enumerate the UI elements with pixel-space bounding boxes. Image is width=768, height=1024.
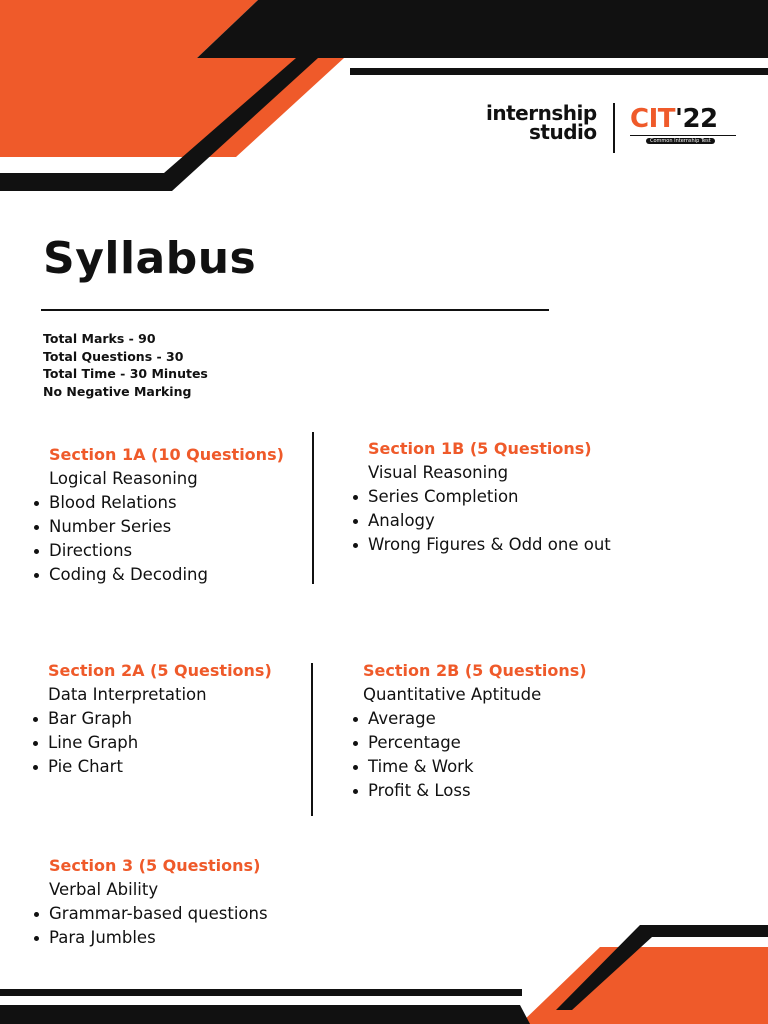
topic-list xyxy=(368,707,587,803)
section-heading: Section 1B (5 Questions) xyxy=(368,439,592,458)
topic-list xyxy=(368,485,611,557)
topic-item: Series Completion xyxy=(368,485,611,509)
section-subtitle: Data Interpretation xyxy=(48,685,207,704)
logo-brand-line1: internship xyxy=(486,101,597,125)
bottom-orange-shape xyxy=(520,947,768,1024)
section-heading: Section 2A (5 Questions) xyxy=(48,661,272,680)
bottom-thin-line xyxy=(0,989,522,996)
section-2b xyxy=(363,659,587,803)
meta-total-questions: Total Questions - 30 xyxy=(43,348,184,364)
topic-list xyxy=(48,707,272,779)
section-divider xyxy=(311,663,313,816)
page-title: Syllabus xyxy=(43,233,257,284)
logo-brand-line2: studio xyxy=(529,120,597,144)
topic-item: Bar Graph xyxy=(48,707,272,731)
title-divider xyxy=(41,309,549,311)
topic-item: Directions xyxy=(49,539,284,563)
meta-total-marks: Total Marks - 90 xyxy=(43,331,156,346)
section-divider xyxy=(312,432,314,584)
topic-item: Para Jumbles xyxy=(49,926,268,950)
topic-item: Profit & Loss xyxy=(368,779,587,803)
cit-logo-year: '22 xyxy=(675,104,718,134)
topic-item: Time & Work xyxy=(368,755,587,779)
cit-tagline-bar xyxy=(630,135,736,146)
section-2a xyxy=(48,659,272,779)
section-3 xyxy=(49,854,268,950)
section-subtitle: Verbal Ability xyxy=(49,880,159,899)
section-heading: Section 1A (10 Questions) xyxy=(49,445,284,464)
topic-item: Blood Relations xyxy=(49,491,284,515)
bottom-black-bar xyxy=(0,1005,530,1024)
topic-list xyxy=(49,902,268,950)
logo-divider xyxy=(613,103,615,153)
topic-item: Grammar-based questions xyxy=(49,902,268,926)
topic-item: Average xyxy=(368,707,587,731)
section-1a xyxy=(49,443,284,587)
top-black-bar xyxy=(197,0,768,58)
section-subtitle: Logical Reasoning xyxy=(49,469,198,488)
section-subtitle: Visual Reasoning xyxy=(368,463,509,482)
topic-item: Line Graph xyxy=(48,731,272,755)
internship-studio-logo xyxy=(486,101,597,144)
section-heading: Section 2B (5 Questions) xyxy=(363,661,587,680)
section-subtitle: Quantitative Aptitude xyxy=(363,685,542,704)
top-thin-line xyxy=(350,68,768,75)
topic-item: Analogy xyxy=(368,509,611,533)
topic-list xyxy=(49,491,284,587)
section-heading: Section 3 (5 Questions) xyxy=(49,856,261,875)
cit-tagline: Common Internship Test xyxy=(646,138,715,144)
cit-logo-main: CIT xyxy=(630,104,675,134)
exam-meta xyxy=(43,330,208,401)
topic-item: Coding & Decoding xyxy=(49,563,284,587)
cit-logo xyxy=(630,104,718,134)
topic-item: Number Series xyxy=(49,515,284,539)
section-1b xyxy=(368,437,611,557)
topic-item: Percentage xyxy=(368,731,587,755)
meta-total-time: Total Time - 30 Minutes xyxy=(43,366,208,382)
topic-item: Wrong Figures & Odd one out xyxy=(368,533,611,557)
meta-negative-marking: No Negative Marking xyxy=(43,384,192,400)
topic-item: Pie Chart xyxy=(48,755,272,779)
